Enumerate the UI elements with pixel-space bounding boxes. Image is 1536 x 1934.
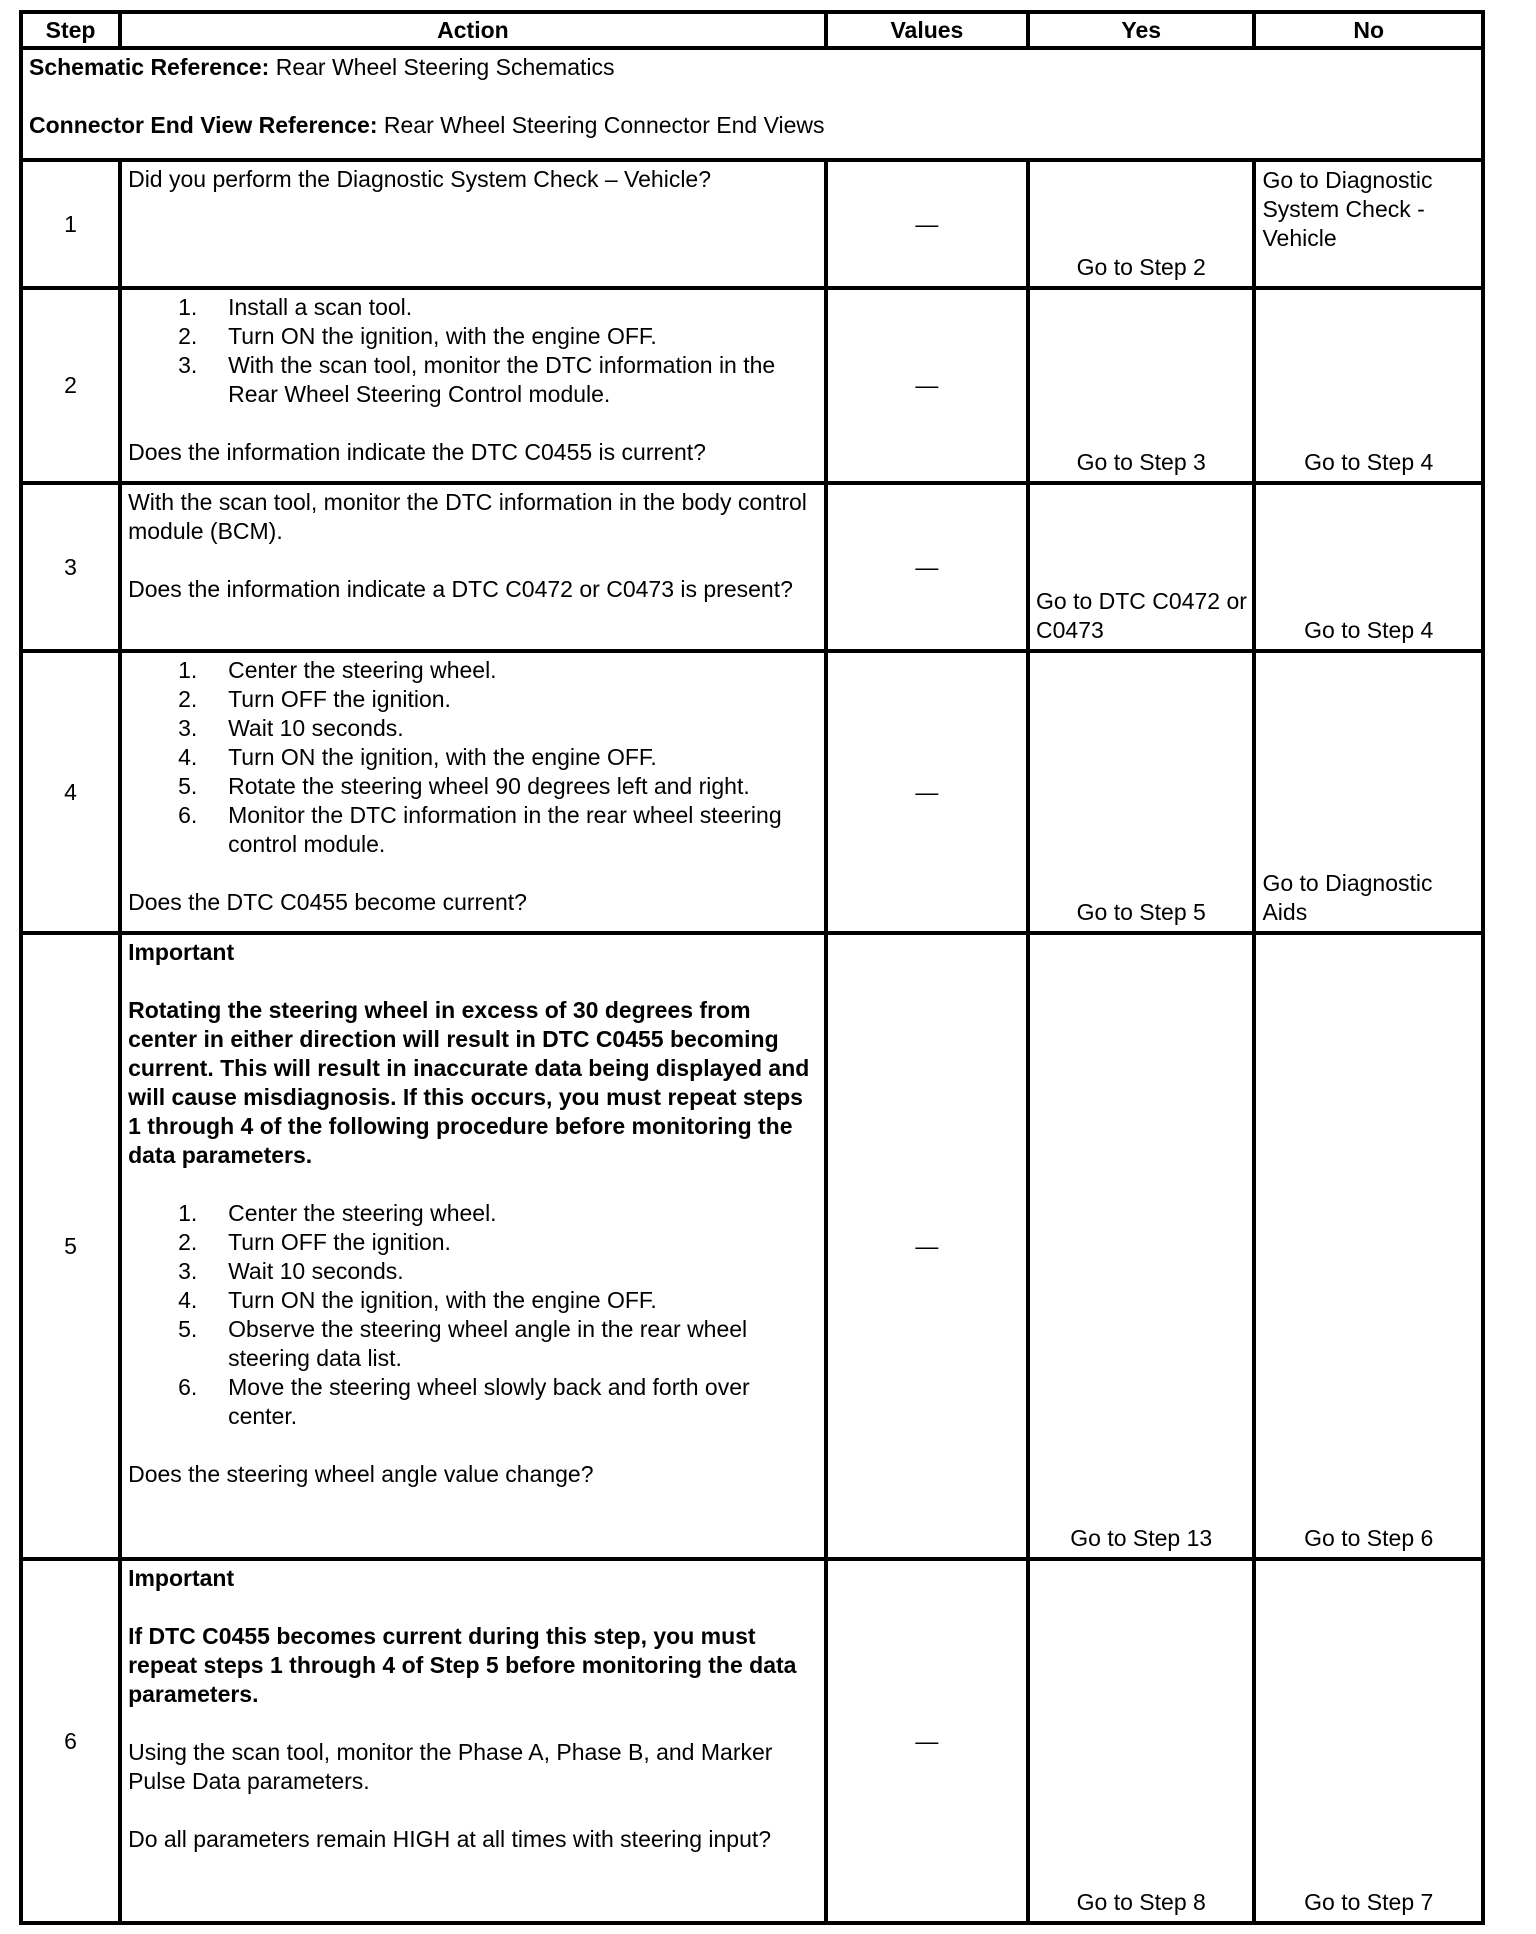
no-result: Go to Step 4 <box>1304 617 1434 643</box>
no-cell <box>1254 160 1483 288</box>
header-no: No <box>1254 12 1483 48</box>
no-result: Go to Step 7 <box>1304 1889 1434 1915</box>
list-item <box>128 714 818 743</box>
no-result: Go to Diagnostic Aids <box>1262 870 1433 925</box>
schematic-reference <box>29 53 1475 82</box>
yes-cell <box>1028 651 1254 933</box>
list-number: 2. <box>178 323 198 349</box>
header-step: Step <box>21 12 120 48</box>
list-item <box>128 1286 818 1315</box>
yes-cell <box>1028 483 1254 651</box>
procedure-list <box>128 656 818 859</box>
list-text: Center the steering wheel. <box>228 1200 497 1226</box>
header-yes: Yes <box>1028 12 1254 48</box>
list-text: Move the steering wheel slowly back and forth over center. <box>228 1374 750 1429</box>
list-item <box>128 293 818 322</box>
no-cell <box>1254 1559 1483 1923</box>
no-result: Go to Diagnostic System Check - Vehicle <box>1262 167 1433 251</box>
list-text: Install a scan tool. <box>228 294 413 320</box>
values-cell: — <box>826 1559 1028 1923</box>
important-note: Rotating the steering wheel in excess of 30 degrees from center in either direction will result in DTC C0455 becoming current. This will result in inaccurate data being displayed and will cause misdiagnosis. If this occurs, you must repeat steps 1 through 4 of the following procedure before monitoring the data parameters. <box>128 997 810 1168</box>
list-text: Turn OFF the ignition. <box>228 686 451 712</box>
table-row <box>21 933 1483 1559</box>
no-cell <box>1254 933 1483 1559</box>
list-item <box>128 1315 818 1373</box>
list-text: Turn ON the ignition, with the engine OFF. <box>228 1287 657 1313</box>
step-number: 4 <box>21 651 120 933</box>
yes-result: Go to Step 13 <box>1070 1525 1213 1551</box>
list-number: 3. <box>178 1258 198 1284</box>
action-cell <box>120 160 826 288</box>
list-number: 5. <box>178 773 198 799</box>
table-row <box>21 1559 1483 1923</box>
list-text: Rotate the steering wheel 90 degrees left and right. <box>228 773 750 799</box>
list-item <box>128 743 818 772</box>
table-row <box>21 651 1483 933</box>
important-note: If DTC C0455 becomes current during this step, you must repeat steps 1 through 4 of Step 5 before monitoring the data parameters. <box>128 1623 797 1707</box>
action-cell <box>120 1559 826 1923</box>
list-number: 2. <box>178 686 198 712</box>
procedure-list <box>128 293 818 409</box>
list-item <box>128 685 818 714</box>
action-intro: Using the scan tool, monitor the Phase A, Phase B, and Marker Pulse Data parameters. <box>128 1739 773 1794</box>
table-row <box>21 160 1483 288</box>
list-text: Center the steering wheel. <box>228 657 497 683</box>
action-cell <box>120 483 826 651</box>
step-number: 1 <box>21 160 120 288</box>
list-text: Turn OFF the ignition. <box>228 1229 451 1255</box>
list-number: 1. <box>178 657 198 683</box>
list-number: 6. <box>178 1374 198 1400</box>
list-number: 3. <box>178 715 198 741</box>
step-number: 2 <box>21 288 120 483</box>
step-number: 6 <box>21 1559 120 1923</box>
action-question: Did you perform the Diagnostic System Check – Vehicle? <box>128 166 712 192</box>
schematic-reference-label: Schematic Reference: <box>29 54 270 80</box>
list-number: 6. <box>178 802 198 828</box>
list-number: 1. <box>178 1200 198 1226</box>
yes-cell <box>1028 1559 1254 1923</box>
list-text: With the scan tool, monitor the DTC information in the Rear Wheel Steering Control module. <box>228 352 776 407</box>
yes-result: Go to Step 8 <box>1076 1889 1206 1915</box>
diagnostic-table <box>19 10 1485 1925</box>
action-intro: With the scan tool, monitor the DTC information in the body control module (BCM). <box>128 489 807 544</box>
yes-result: Go to Step 2 <box>1076 254 1206 280</box>
list-item <box>128 656 818 685</box>
procedure-list <box>128 1199 818 1431</box>
list-number: 3. <box>178 352 198 378</box>
connector-reference-link: Rear Wheel Steering Connector End Views <box>383 112 825 138</box>
reference-cell <box>21 48 1483 160</box>
yes-cell <box>1028 160 1254 288</box>
action-cell <box>120 933 826 1559</box>
table-row <box>21 288 1483 483</box>
yes-cell <box>1028 933 1254 1559</box>
action-question: Does the steering wheel angle value change? <box>128 1461 594 1487</box>
list-number: 5. <box>178 1316 198 1342</box>
no-result: Go to Step 4 <box>1304 449 1434 475</box>
list-item <box>128 1228 818 1257</box>
list-text: Monitor the DTC information in the rear wheel steering control module. <box>228 802 782 857</box>
list-number: 2. <box>178 1229 198 1255</box>
no-result: Go to Step 6 <box>1304 1525 1434 1551</box>
values-cell: — <box>826 933 1028 1559</box>
list-text: Wait 10 seconds. <box>228 1258 404 1284</box>
header-values: Values <box>826 12 1028 48</box>
list-text: Turn ON the ignition, with the engine OFF. <box>228 744 657 770</box>
no-cell <box>1254 483 1483 651</box>
action-question: Does the information indicate a DTC C0472 or C0473 is present? <box>128 576 793 602</box>
schematic-reference-link: Rear Wheel Steering Schematics <box>275 54 615 80</box>
action-cell <box>120 651 826 933</box>
list-item <box>128 772 818 801</box>
no-cell <box>1254 651 1483 933</box>
yes-result: Go to DTC C0472 or C0473 <box>1036 588 1247 643</box>
list-item <box>128 322 818 351</box>
values-cell: — <box>826 651 1028 933</box>
connector-reference-label: Connector End View Reference: <box>29 112 378 138</box>
no-cell <box>1254 288 1483 483</box>
yes-result: Go to Step 5 <box>1076 899 1206 925</box>
values-cell: — <box>826 288 1028 483</box>
list-number: 1. <box>178 294 198 320</box>
list-item <box>128 1373 818 1431</box>
list-text: Observe the steering wheel angle in the rear wheel steering data list. <box>228 1316 748 1371</box>
list-text: Wait 10 seconds. <box>228 715 404 741</box>
list-item <box>128 1199 818 1228</box>
action-question: Does the DTC C0455 become current? <box>128 889 527 915</box>
list-item <box>128 351 818 409</box>
action-question: Does the information indicate the DTC C0455 is current? <box>128 439 706 465</box>
list-number: 4. <box>178 1287 198 1313</box>
action-cell <box>120 288 826 483</box>
header-action: Action <box>120 12 826 48</box>
header-row <box>21 12 1483 48</box>
connector-reference <box>29 111 1475 140</box>
values-cell: — <box>826 160 1028 288</box>
yes-cell <box>1028 288 1254 483</box>
action-question: Do all parameters remain HIGH at all times with steering input? <box>128 1826 772 1852</box>
reference-row <box>21 48 1483 160</box>
diagnostic-table-page <box>19 10 1485 1925</box>
list-item <box>128 1257 818 1286</box>
step-number: 5 <box>21 933 120 1559</box>
important-title: Important <box>128 939 235 965</box>
list-text: Turn ON the ignition, with the engine OFF. <box>228 323 657 349</box>
table-row <box>21 483 1483 651</box>
yes-result: Go to Step 3 <box>1076 449 1206 475</box>
list-item <box>128 801 818 859</box>
list-number: 4. <box>178 744 198 770</box>
step-number: 3 <box>21 483 120 651</box>
values-cell: — <box>826 483 1028 651</box>
important-title: Important <box>128 1565 235 1591</box>
